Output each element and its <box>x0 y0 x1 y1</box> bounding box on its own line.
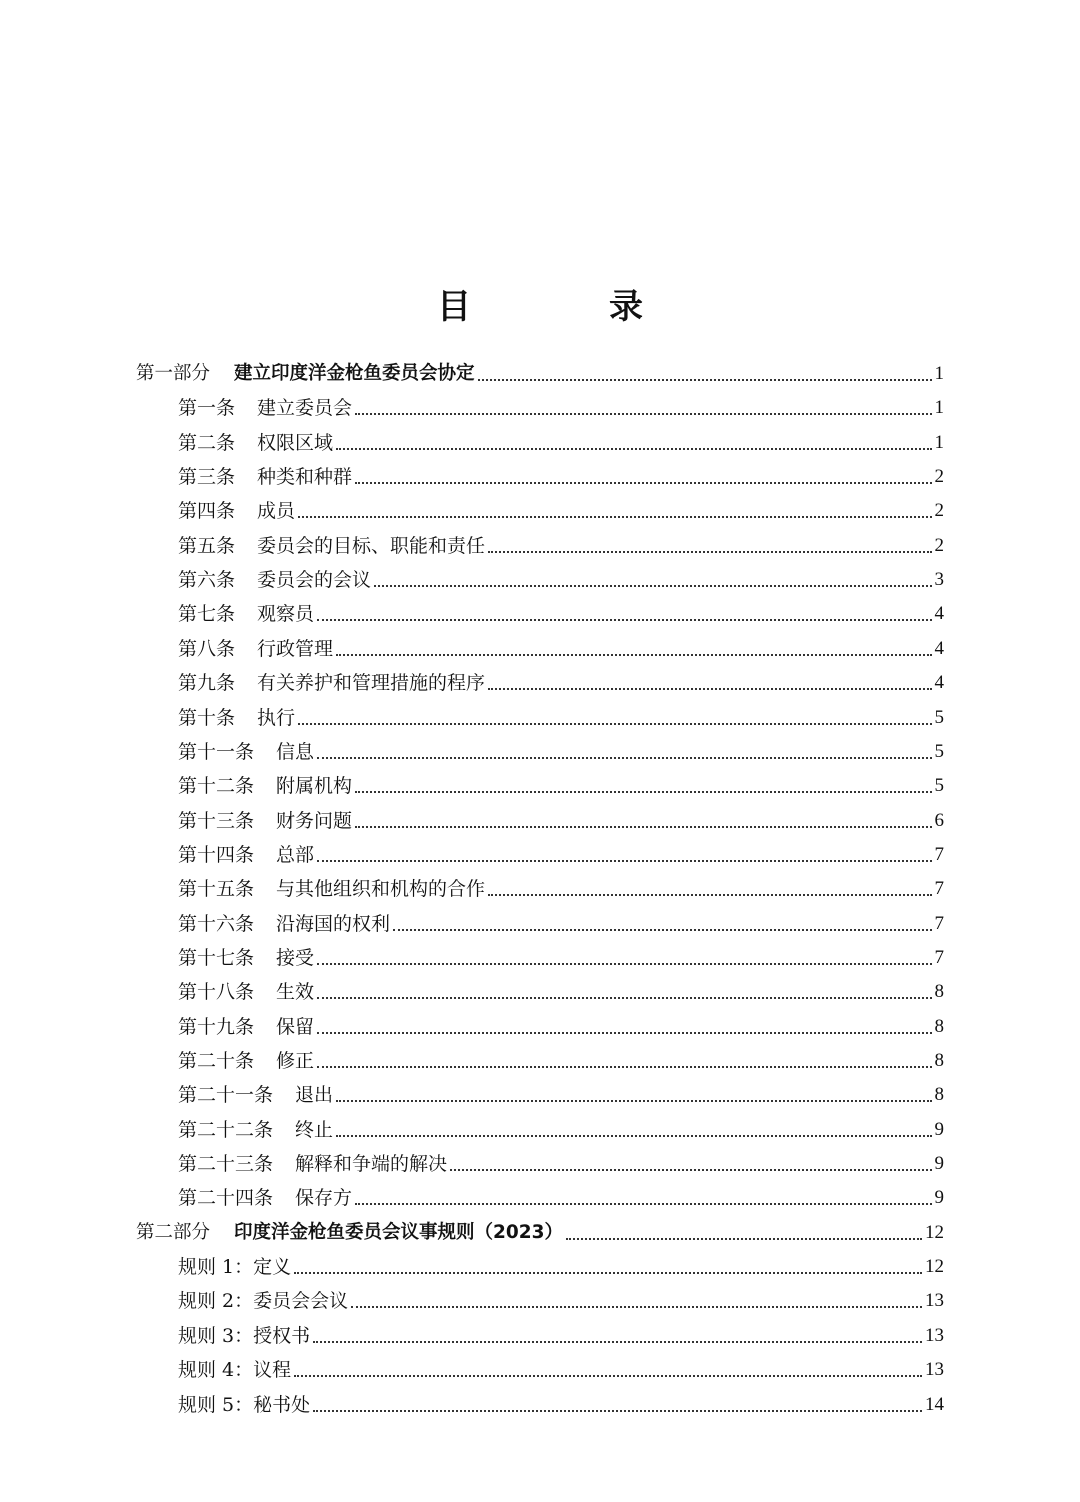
toc-entry-page-number: 8 <box>934 1084 944 1105</box>
toc-entry-number: 第九条 <box>178 672 236 694</box>
toc-entry[interactable] <box>178 799 944 833</box>
toc-entry-page-number: 14 <box>925 1394 944 1415</box>
toc-entry-number: 第八条 <box>178 638 236 660</box>
toc-entry-label: 生效 <box>276 981 315 1003</box>
dot-leader <box>478 378 932 381</box>
page-title: 目 录 <box>437 286 695 327</box>
toc-entry-page-number: 2 <box>934 466 944 487</box>
toc-entry-number: 第十四条 <box>178 844 255 866</box>
toc-entry-number: 第十一条 <box>178 741 255 763</box>
dot-leader <box>393 928 931 931</box>
dot-leader <box>566 1237 922 1240</box>
toc-entry-label: 秘书处 <box>253 1394 311 1416</box>
toc-entry-page-number: 5 <box>934 707 944 728</box>
toc-entry-label: 成员 <box>257 500 296 522</box>
toc-entry[interactable] <box>178 936 944 970</box>
toc-entry[interactable] <box>178 524 944 558</box>
toc-entry[interactable] <box>178 455 944 489</box>
toc-entry-page-number: 1 <box>934 397 944 418</box>
toc-entry-page-number: 1 <box>934 432 944 453</box>
dot-leader <box>355 481 931 484</box>
toc-entry-page-number: 1 <box>934 363 944 384</box>
toc-entry-label: 委员会会议 <box>253 1290 349 1312</box>
toc-entry-label: 信息 <box>276 741 315 763</box>
toc-entry-label: 财务问题 <box>276 810 353 832</box>
dot-leader <box>351 1305 922 1308</box>
toc-entry[interactable] <box>178 764 944 798</box>
toc-entry-number: 第二部分 <box>136 1222 211 1243</box>
toc-entry-number: 第一条 <box>178 397 236 419</box>
dot-leader <box>488 893 931 896</box>
toc-part-entry[interactable] <box>136 1211 944 1245</box>
toc-entry-number: 第二十二条 <box>178 1119 274 1141</box>
toc-entry-page-number: 3 <box>934 569 944 590</box>
dot-leader <box>313 1409 922 1412</box>
dot-leader <box>355 1202 931 1205</box>
toc-entry[interactable] <box>178 730 944 764</box>
dot-leader <box>317 859 931 862</box>
toc-entry-label: 有关养护和管理措施的程序 <box>257 672 486 694</box>
toc-entry-number: 第六条 <box>178 569 236 591</box>
toc-entry-label: 委员会的目标、职能和责任 <box>257 535 486 557</box>
toc-entry[interactable] <box>178 1279 944 1313</box>
toc-entry-page-number: 6 <box>934 810 944 831</box>
toc-entry[interactable] <box>178 386 944 420</box>
dot-leader <box>317 1065 931 1068</box>
toc-entry-label: 执行 <box>257 707 296 729</box>
toc-entry-number: 第十条 <box>178 707 236 729</box>
toc-entry-label: 定义 <box>253 1256 292 1278</box>
toc-entry-label: 终止 <box>295 1119 334 1141</box>
toc-entry-page-number: 12 <box>925 1256 944 1277</box>
toc-entry-number: 第十九条 <box>178 1016 255 1038</box>
toc-entry-number: 第二十条 <box>178 1050 255 1072</box>
toc-entry[interactable] <box>178 1176 944 1210</box>
toc-entry-number: 第十五条 <box>178 878 255 900</box>
toc-entry-page-number: 2 <box>934 535 944 556</box>
toc-entry[interactable] <box>178 867 944 901</box>
dot-leader <box>317 996 931 999</box>
toc-entry[interactable] <box>178 421 944 455</box>
toc-entry-label: 权限区域 <box>257 432 334 454</box>
dot-leader <box>317 618 931 621</box>
toc-entry-number: 第三条 <box>178 466 236 488</box>
toc-entry-page-number: 7 <box>934 913 944 934</box>
toc-entry-label: 总部 <box>276 844 315 866</box>
dot-leader <box>488 550 931 553</box>
toc-entry-page-number: 8 <box>934 1050 944 1071</box>
dot-leader <box>355 825 931 828</box>
toc-entry-number: 第二十一条 <box>178 1084 274 1106</box>
toc-entry-label: 委员会的会议 <box>257 569 372 591</box>
toc-entry-label: 印度洋金枪鱼委员会议事规则（2023） <box>234 1222 564 1243</box>
toc-entry-page-number: 4 <box>934 638 944 659</box>
toc-entry-number: 第二十三条 <box>178 1153 274 1175</box>
toc-entry-number: 第一部分 <box>136 363 211 384</box>
toc-entry-label: 授权书 <box>253 1325 311 1347</box>
toc-entry[interactable] <box>178 1142 944 1176</box>
toc-part-entry[interactable] <box>136 352 944 386</box>
toc-entry-number: 规则 2： <box>178 1290 254 1312</box>
toc-entry[interactable] <box>178 489 944 523</box>
toc-entry-number: 第十三条 <box>178 810 255 832</box>
dot-leader <box>450 1168 931 1171</box>
toc-entry[interactable] <box>178 1108 944 1142</box>
dot-leader <box>317 1031 931 1034</box>
toc-entry[interactable] <box>178 833 944 867</box>
toc-entry[interactable] <box>178 696 944 730</box>
dot-leader <box>336 653 931 656</box>
toc-entry-number: 第五条 <box>178 535 236 557</box>
toc-entry[interactable] <box>178 627 944 661</box>
toc-entry-number: 第十二条 <box>178 775 255 797</box>
toc-entry-number: 规则 4： <box>178 1359 254 1381</box>
toc-entry-label: 附属机构 <box>276 775 353 797</box>
toc-entry[interactable] <box>178 1073 944 1107</box>
toc-entry-page-number: 4 <box>934 672 944 693</box>
toc-entry-number: 第十八条 <box>178 981 255 1003</box>
toc-entry-page-number: 5 <box>934 775 944 796</box>
toc-entry-page-number: 8 <box>934 1016 944 1037</box>
toc-entry-page-number: 9 <box>934 1119 944 1140</box>
dot-leader <box>488 687 931 690</box>
toc-entry-label: 建立委员会 <box>257 397 353 419</box>
toc-entry-label: 保存方 <box>295 1187 353 1209</box>
toc-entry-page-number: 7 <box>934 844 944 865</box>
toc-entry-label: 解释和争端的解决 <box>295 1153 448 1175</box>
toc-entry-number: 第十七条 <box>178 947 255 969</box>
dot-leader <box>317 756 931 759</box>
toc-entry-label: 与其他组织和机构的合作 <box>276 878 486 900</box>
toc-entry-number: 第十六条 <box>178 913 255 935</box>
toc-entry[interactable] <box>178 1348 944 1382</box>
toc-entry-label: 议程 <box>253 1359 292 1381</box>
dot-leader <box>313 1340 922 1343</box>
toc-entry-label: 行政管理 <box>257 638 334 660</box>
toc-entry-label: 种类和种群 <box>257 466 353 488</box>
toc-entry[interactable] <box>178 661 944 695</box>
dot-leader <box>294 1271 922 1274</box>
toc-entry[interactable] <box>178 970 944 1004</box>
toc-entry-page-number: 5 <box>934 741 944 762</box>
toc-entry-page-number: 12 <box>925 1222 944 1243</box>
dot-leader <box>336 447 931 450</box>
toc-entry[interactable] <box>178 902 944 936</box>
toc-entry[interactable] <box>178 1245 944 1279</box>
toc-entry[interactable] <box>178 592 944 626</box>
dot-leader <box>336 1134 931 1137</box>
toc-entry[interactable] <box>178 558 944 592</box>
toc-entry-label: 沿海国的权利 <box>276 913 391 935</box>
toc-entry-number: 第二条 <box>178 432 236 454</box>
dot-leader <box>298 515 931 518</box>
toc-entry-page-number: 2 <box>934 500 944 521</box>
toc-entry-number: 第七条 <box>178 603 236 625</box>
toc-entry-page-number: 9 <box>934 1187 944 1208</box>
dot-leader <box>374 584 931 587</box>
toc-entry-page-number: 9 <box>934 1153 944 1174</box>
toc-entry[interactable] <box>178 1314 944 1348</box>
toc-entry-page-number: 13 <box>925 1359 944 1380</box>
toc-entry-label: 接受 <box>276 947 315 969</box>
toc-entry-label: 保留 <box>276 1016 315 1038</box>
dot-leader <box>317 962 931 965</box>
toc-entry-page-number: 4 <box>934 603 944 624</box>
toc-entry[interactable] <box>178 1005 944 1039</box>
toc-entry-page-number: 7 <box>934 947 944 968</box>
toc-entry-label: 修正 <box>276 1050 315 1072</box>
toc-entry-number: 规则 1： <box>178 1256 254 1278</box>
toc-entry-page-number: 13 <box>925 1325 944 1346</box>
toc-entry-page-number: 7 <box>934 878 944 899</box>
toc-entry-label: 退出 <box>295 1084 334 1106</box>
toc-entry-page-number: 13 <box>925 1290 944 1311</box>
toc-entry[interactable] <box>178 1039 944 1073</box>
toc-entry-number: 第四条 <box>178 500 236 522</box>
dot-leader <box>298 722 931 725</box>
toc-entry-page-number: 8 <box>934 981 944 1002</box>
toc-entry-number: 规则 3： <box>178 1325 254 1347</box>
toc-entry[interactable] <box>178 1383 944 1417</box>
dot-leader <box>355 790 931 793</box>
dot-leader <box>355 412 931 415</box>
dot-leader <box>294 1374 922 1377</box>
toc-entry-number: 规则 5： <box>178 1394 254 1416</box>
toc-entry-label: 观察员 <box>257 603 315 625</box>
dot-leader <box>336 1099 931 1102</box>
toc-entry-number: 第二十四条 <box>178 1187 274 1209</box>
toc-entry-label: 建立印度洋金枪鱼委员会协定 <box>234 363 475 384</box>
